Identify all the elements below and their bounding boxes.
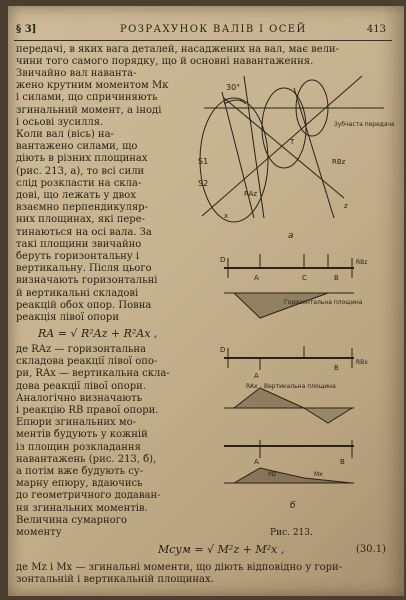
point-a-label: A [254, 458, 259, 466]
section-marker: § 3] [16, 24, 37, 35]
r-bz-label: RBz [332, 158, 346, 166]
mz-label: Mz [268, 471, 277, 478]
figure-213 [194, 68, 394, 520]
column-text-line: навантажень (рис. 213, б), [16, 453, 157, 465]
z-axis-label: z [344, 202, 348, 210]
figure-drawing [194, 68, 394, 520]
r-ax-label: RAx [246, 383, 258, 390]
point-a-label: A [254, 372, 259, 380]
running-title: РОЗРАХУНОК ВАЛІВ І ОСЕЙ [120, 24, 307, 35]
column-text-line: де RAz — горизонтальна [16, 344, 147, 355]
column-text-line: ри, RAx — вертикальна скла- [16, 368, 170, 380]
label-b: б [290, 501, 296, 511]
top-text-line: чини того самого порядку, що й основні навантаження. [16, 56, 314, 67]
gear-center-shape [262, 88, 306, 168]
t-label: T [290, 138, 295, 146]
point-b-label: B [334, 274, 339, 282]
column-text-line: моменту [16, 527, 62, 538]
total-moment-diagram [224, 468, 354, 483]
page-header [8, 16, 404, 36]
column-text-line: і осьові зусилля. [16, 116, 104, 128]
column-text-line: реакцій обох опор. Повна [16, 299, 152, 311]
column-text-line: згинальний момент, а іноді [16, 104, 162, 116]
column-text-line: вертикальну. Після цього [16, 263, 152, 275]
column-text-line: і силами, що спричиняють [16, 92, 158, 104]
column-text-line: визначають горизонтальні [16, 275, 158, 287]
column-text-line: Звичайно вал наванта- [16, 68, 137, 79]
r-az-label: RAz [244, 190, 258, 198]
horizontal-plane-label: Горизонтальна площина [284, 299, 363, 306]
formula-total-moment: Mсум = √ M²z + M²x , [158, 543, 285, 556]
point-d-label: D [220, 346, 226, 354]
mx-label: Mx [314, 471, 323, 478]
column-text-line: слід розкласти на скла- [16, 177, 142, 189]
column-text-line: Епюри згинальних мо- [16, 417, 137, 429]
column-text-line: беруть горизонтальну і [16, 251, 140, 262]
column-text-line: них площинах, які пере- [16, 214, 145, 226]
s2-label: S2 [198, 179, 209, 188]
column-text-line: такі площини звичайно [16, 238, 142, 250]
column-text-line: Аналогічно визначають [16, 392, 143, 404]
header-rule [14, 40, 392, 41]
column-text-line: взаємно перпендикуляр- [16, 202, 148, 214]
label-a: а [288, 231, 294, 241]
vertical-moment-diagram [224, 388, 354, 423]
figure-a-drawing [200, 76, 384, 222]
column-text-line: дові, що лежать у двох [16, 190, 136, 201]
point-b-label: B [334, 364, 339, 372]
column-text-line: і реакцію RB правої опори. [16, 405, 159, 416]
equation-number: (30.1) [355, 544, 386, 555]
column-text-line: (рис. 213, а), то всі сили [16, 165, 145, 177]
point-a-label: A [254, 274, 259, 282]
column-text-line: складова реакції лівої опо- [16, 356, 158, 368]
point-b-label: B [340, 458, 345, 466]
pulley-left-shape [200, 98, 268, 222]
page-number: 413 [366, 24, 386, 35]
column-text-line: дова реакції лівої опори. [16, 380, 147, 392]
column-text-line: ментів будують у кожній [16, 429, 148, 441]
s1-label: S1 [198, 157, 209, 166]
point-d-label: D [220, 256, 226, 264]
column-text-line: реакція лівої опори [16, 312, 119, 323]
plane-line [224, 98, 344, 198]
x-axis-label: x [224, 212, 229, 220]
column-text-line: діють в різних площинах [16, 153, 148, 165]
column-text-line: Величина сумарного [16, 514, 127, 526]
column-text-line: до геометричного додаван- [16, 490, 161, 502]
vertical-plane-label: Вертикальна площина [264, 383, 336, 390]
final-beam [224, 440, 354, 458]
book-page [8, 6, 404, 596]
column-text-line: жено крутним моментом Mк [16, 80, 169, 92]
top-text-line: передачі, в яких вага деталей, насаджених на вал, має вели- [16, 44, 340, 55]
bottom-text-line: де Mz і Mx — згинальні моменти, що діють відповідно у гори- [16, 562, 343, 573]
column-text-line: із площин розкладання [16, 441, 141, 453]
figure-caption: Рис. 213. [270, 528, 313, 538]
gear-label: Зубчаста передача [334, 121, 394, 128]
column-text-line: тинаються на осі вала. За [16, 226, 152, 238]
formula-reaction-a: RA = √ R²Az + R²Ax , [38, 327, 158, 340]
bottom-text-line: зонтальній і вертикальній площинах. [16, 574, 214, 585]
column-text-line: Коли вал (вісь) на- [16, 129, 114, 140]
r-bz-beam-label: RBz [356, 259, 368, 266]
column-text-line: вантажено силами, що [16, 141, 138, 153]
column-text-line: марну епюру, вдаючись [16, 478, 143, 490]
column-text-line: а потім вже будують су- [16, 466, 144, 477]
point-c-label: C [302, 274, 307, 282]
column-text-line: ня згинальних моментів. [16, 502, 148, 514]
r-bx-label: RBx [356, 359, 368, 366]
angle-label: 30° [226, 83, 241, 92]
column-text-line: й вертикальні складові [16, 287, 139, 299]
